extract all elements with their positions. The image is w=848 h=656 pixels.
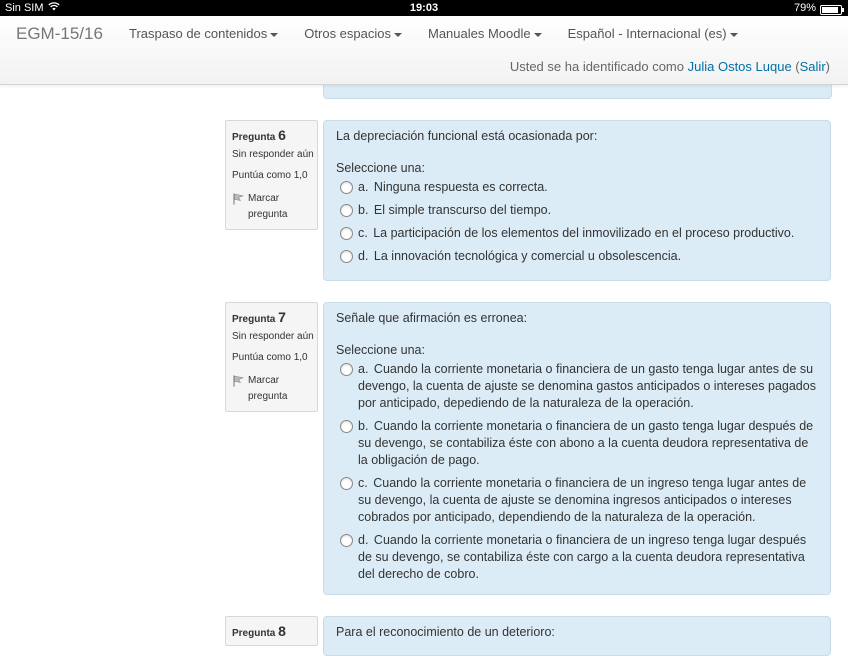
custom-menu (129, 26, 764, 41)
question-formulation-8 (323, 616, 831, 656)
radio-button[interactable] (340, 181, 353, 194)
radio-button[interactable] (340, 534, 353, 547)
flag-question-button[interactable]: Marcar pregunta (232, 191, 317, 223)
question-grade: Puntúa como 1,0 (232, 170, 308, 181)
answer-option-b[interactable]: b. El simple transcurso del tiempo. (336, 202, 818, 219)
answer-option-c[interactable]: c. Cuando la corriente monetaria o financiera de un ingreso tenga lugar antes de su devengo, la cuenta de ajuste se denomina ingresos anticipados o intereses cobrados por anticipado, dependiendo de la naturaleza de la operación. (336, 475, 818, 526)
flag-icon (233, 193, 244, 205)
question-formulation-6 (323, 120, 831, 281)
question-info-6 (225, 120, 318, 230)
question-grade: Puntúa como 1,0 (232, 352, 308, 363)
caret-down-icon (270, 33, 278, 37)
answer-option-a[interactable]: a. Ninguna respuesta es correcta. (336, 179, 818, 196)
question-number: Pregunta 7 (232, 309, 286, 325)
question-text: La depreciación funcional está ocasionada por: (336, 129, 598, 143)
logout-link[interactable]: Salir (799, 59, 826, 74)
clock: 19:03 (409, 2, 439, 14)
menu-manuales-moodle[interactable]: Manuales Moodle (428, 26, 542, 41)
menu-otros-espacios[interactable]: Otros espacios (304, 26, 402, 41)
site-brand[interactable]: EGM-15/16 (16, 24, 103, 43)
user-profile-link[interactable]: Julia Ostos Luque (687, 59, 792, 74)
question-text: Señale que afirmación es erronea: (336, 311, 528, 325)
answer-prompt: Seleccione una: (336, 343, 425, 357)
answer-prompt: Seleccione una: (336, 161, 425, 175)
menu-traspaso-contenidos[interactable]: Traspaso de contenidos (129, 26, 278, 41)
carrier-label: Sin SIM (5, 2, 44, 14)
caret-down-icon (730, 33, 738, 37)
question-number: Pregunta 8 (232, 623, 286, 639)
top-navbar (0, 16, 848, 85)
question-formulation-7 (323, 302, 831, 595)
radio-button[interactable] (340, 420, 353, 433)
flag-question-button[interactable]: Marcar pregunta (232, 373, 317, 405)
question-info-8 (225, 616, 318, 646)
question-state: Sin responder aún (232, 331, 314, 342)
answer-option-d[interactable]: d. Cuando la corriente monetaria o financiera de un ingreso tenga lugar después de su devengo, se contabiliza éste con cargo a la cuenta deudora representativa del derecho de cobro. (336, 532, 818, 583)
question-text: Para el reconocimiento de un deterioro: (336, 625, 555, 639)
login-info: Usted se ha identificado como Julia Ostos Luque (Salir) (509, 59, 830, 74)
battery-icon (820, 5, 842, 15)
answer-option-d[interactable]: d. La innovación tecnológica y comercial u obsolescencia. (336, 248, 818, 265)
question-state: Sin responder aún (232, 149, 314, 160)
radio-button[interactable] (340, 227, 353, 240)
status-bar (0, 0, 848, 16)
caret-down-icon (534, 33, 542, 37)
radio-button[interactable] (340, 204, 353, 217)
caret-down-icon (394, 33, 402, 37)
answer-option-c[interactable]: c. La participación de los elementos del inmovilizado en el proceso productivo. (336, 225, 818, 242)
question-info-7 (225, 302, 318, 412)
menu-language[interactable]: Español - Internacional (es) (568, 26, 738, 41)
question-number: Pregunta 6 (232, 127, 286, 143)
radio-button[interactable] (340, 477, 353, 490)
battery-percent: 79% (793, 2, 816, 14)
login-prefix: Usted se ha identificado como (509, 59, 684, 74)
answer-option-b[interactable]: b. Cuando la corriente monetaria o financiera de un gasto tenga lugar después de su devengo, se contabiliza éste con abono a la cuenta deudora representativa de la obligación de pago. (336, 418, 818, 469)
radio-button[interactable] (340, 250, 353, 263)
radio-button[interactable] (340, 363, 353, 376)
answer-option-a[interactable]: a. Cuando la corriente monetaria o financiera de un gasto tenga lugar antes de su devengo, la cuenta de ajuste se denomina gastos anticipados o intereses pagados por anticipado, depediendo de la naturaleza de la operación. (336, 361, 818, 412)
flag-icon (233, 375, 244, 387)
